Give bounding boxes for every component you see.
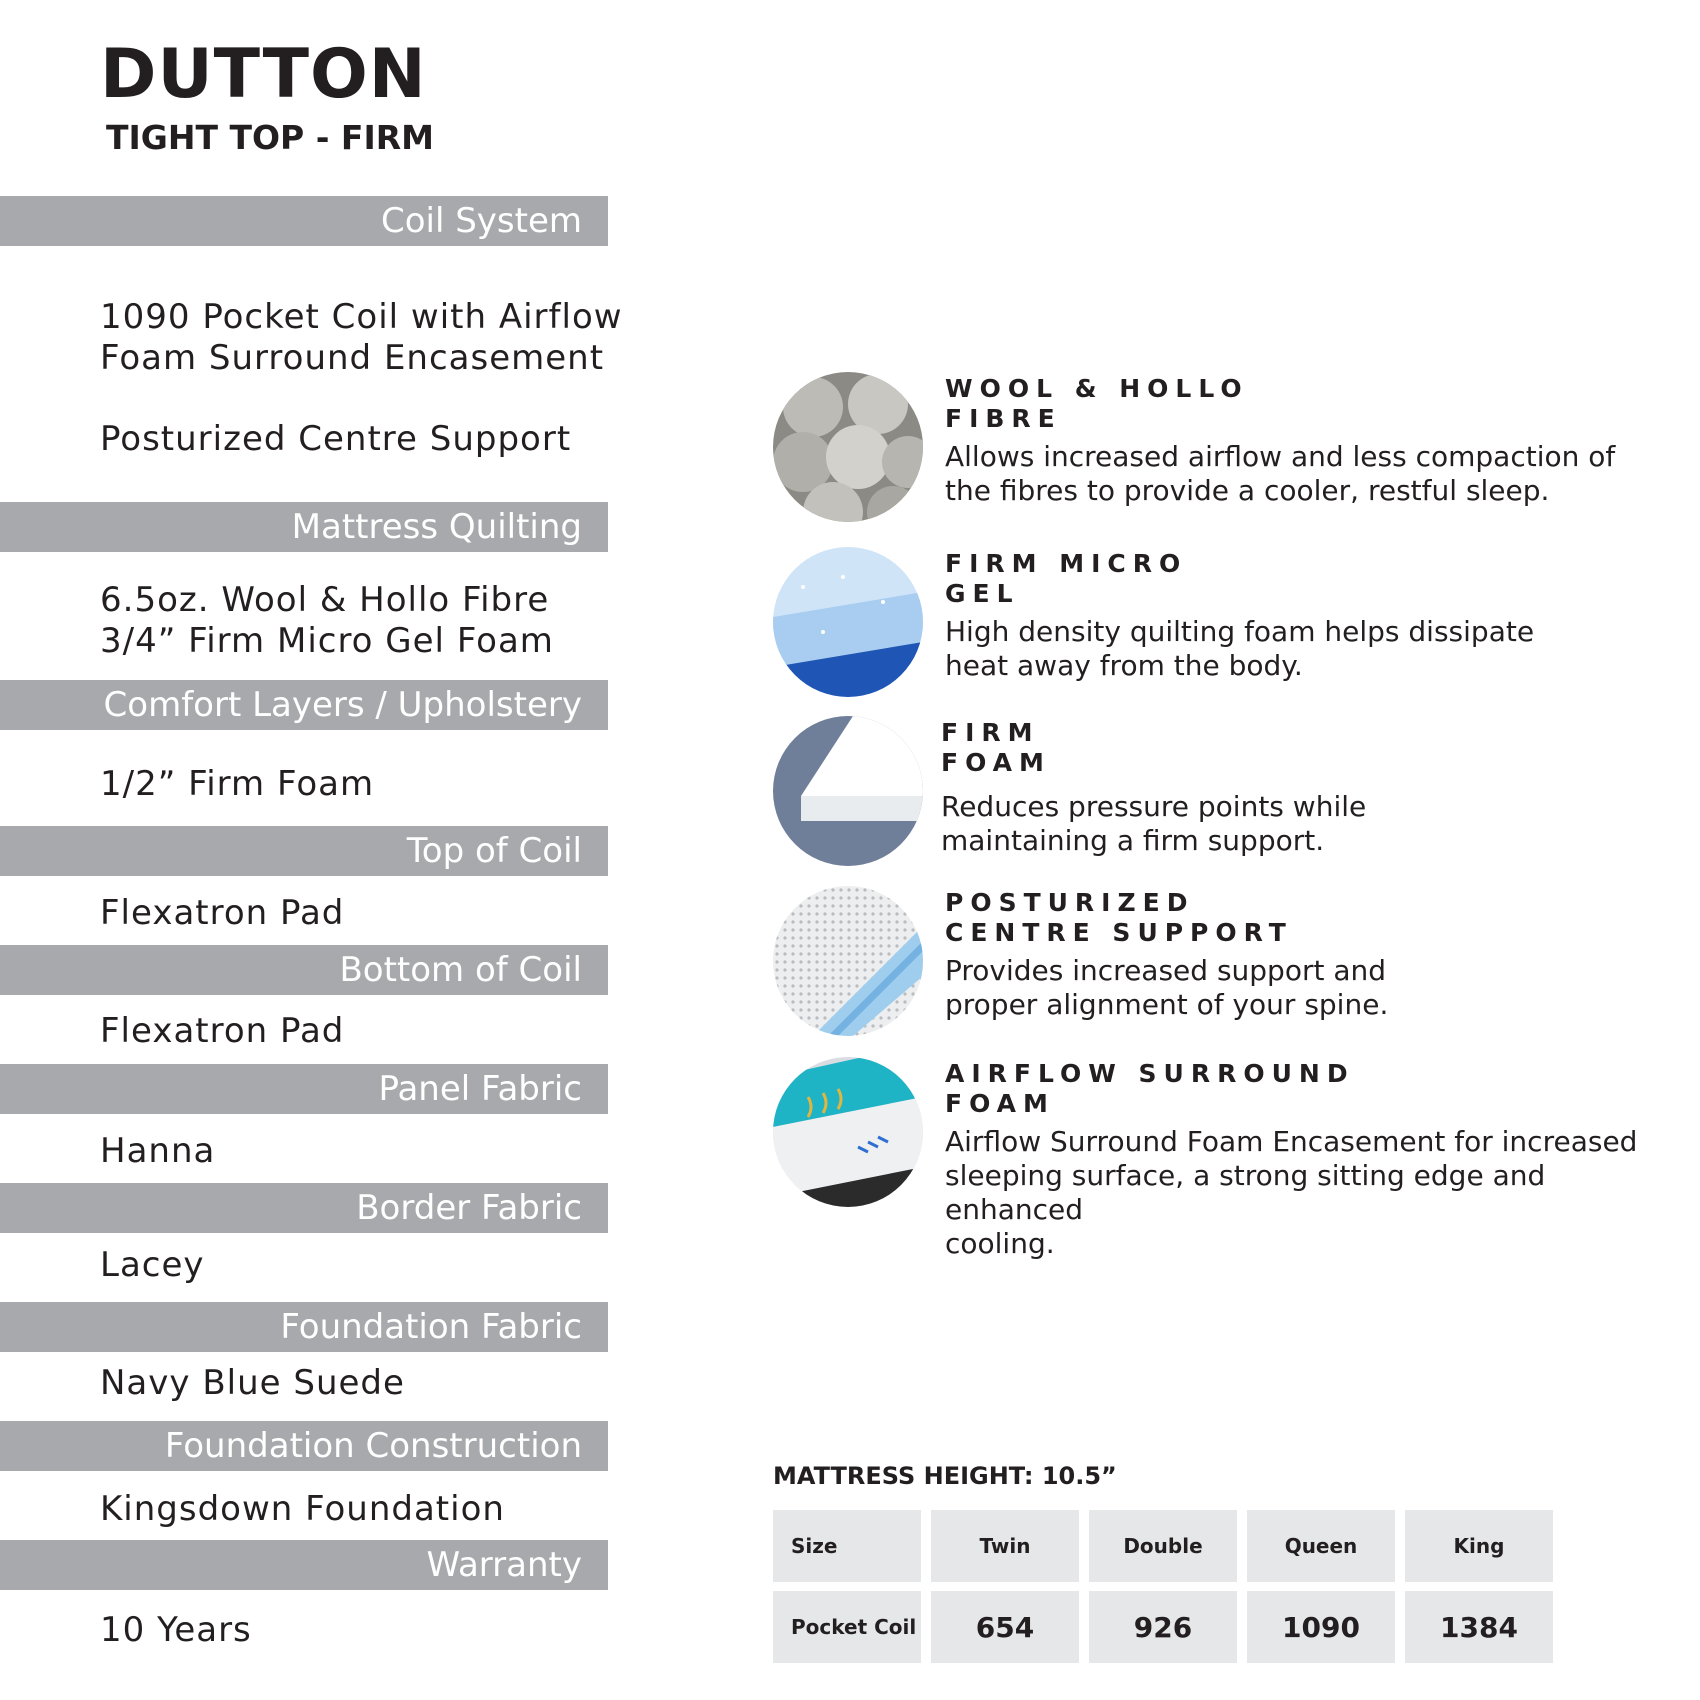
foundation-construction-header: Foundation Construction bbox=[0, 1421, 608, 1471]
warranty-header: Warranty bbox=[0, 1540, 608, 1590]
border-fabric-line-1: Lacey bbox=[100, 1245, 205, 1285]
feature-firm-micro-gel bbox=[773, 547, 1673, 697]
feature-title: FIRM FOAM bbox=[941, 718, 1051, 777]
warranty-line-1: 10 Years bbox=[100, 1610, 252, 1650]
table-header-size: Size bbox=[773, 1510, 921, 1582]
feature-description: Allows increased airflow and less compaction of the fibres to provide a cooler, restful sleep. bbox=[945, 440, 1616, 507]
panel-fabric-line-1: Hanna bbox=[100, 1131, 216, 1171]
posturized-support-icon bbox=[773, 886, 923, 1036]
foundation-fabric-header: Foundation Fabric bbox=[0, 1302, 608, 1352]
table-header-queen: Queen bbox=[1247, 1510, 1395, 1582]
mattress-quilting-header: Mattress Quilting bbox=[0, 502, 608, 552]
wool-fibre-icon bbox=[773, 372, 923, 522]
feature-description: Reduces pressure points while maintaining a firm support. bbox=[941, 790, 1367, 857]
airflow-foam-icon bbox=[773, 1057, 923, 1207]
feature-airflow-surround-foam bbox=[773, 1057, 1673, 1260]
table-cell-king: 1384 bbox=[1405, 1591, 1553, 1663]
table-cell-queen: 1090 bbox=[1247, 1591, 1395, 1663]
product-title: DUTTON bbox=[100, 35, 427, 114]
top-of-coil-header: Top of Coil bbox=[0, 826, 608, 876]
product-subtitle: TIGHT TOP - FIRM bbox=[106, 118, 434, 157]
table-header-double: Double bbox=[1089, 1510, 1237, 1582]
feature-description: Provides increased support and proper alignment of your spine. bbox=[945, 954, 1389, 1021]
top-of-coil-line-1: Flexatron Pad bbox=[100, 893, 345, 933]
table-header-twin: Twin bbox=[931, 1510, 1079, 1582]
coil-system-header: Coil System bbox=[0, 196, 608, 246]
table-row-label: Pocket Coil bbox=[773, 1591, 921, 1663]
table-header-king: King bbox=[1405, 1510, 1553, 1582]
bottom-of-coil-header: Bottom of Coil bbox=[0, 945, 608, 995]
feature-wool-hollo-fibre bbox=[773, 372, 1673, 522]
bottom-of-coil-line-1: Flexatron Pad bbox=[100, 1011, 345, 1051]
coil-system-line-2: Foam Surround Encasement bbox=[100, 338, 605, 378]
border-fabric-header: Border Fabric bbox=[0, 1183, 608, 1233]
mattress-quilting-line-1: 6.5oz. Wool & Hollo Fibre bbox=[100, 580, 550, 620]
feature-title: AIRFLOW SURROUND FOAM bbox=[945, 1059, 1355, 1118]
comfort-layers-line-1: 1/2” Firm Foam bbox=[100, 764, 375, 804]
feature-title: POSTURIZED CENTRE SUPPORT bbox=[945, 888, 1293, 947]
feature-title: FIRM MICRO GEL bbox=[945, 549, 1188, 608]
feature-firm-foam bbox=[773, 716, 1673, 866]
table-cell-double: 926 bbox=[1089, 1591, 1237, 1663]
micro-gel-icon bbox=[773, 547, 923, 697]
coil-system-line-3: Posturized Centre Support bbox=[100, 419, 572, 459]
comfort-layers-header: Comfort Layers / Upholstery bbox=[0, 680, 608, 730]
feature-description: Airflow Surround Foam Encasement for increased sleeping surface, a strong sitting edge and enhanced cooling. bbox=[945, 1125, 1638, 1260]
table-cell-twin: 654 bbox=[931, 1591, 1079, 1663]
mattress-quilting-line-2: 3/4” Firm Micro Gel Foam bbox=[100, 621, 554, 661]
coil-system-line-1: 1090 Pocket Coil with Airflow bbox=[100, 297, 623, 337]
foundation-fabric-line-1: Navy Blue Suede bbox=[100, 1363, 405, 1403]
feature-description: High density quilting foam helps dissipate heat away from the body. bbox=[945, 615, 1535, 682]
panel-fabric-header: Panel Fabric bbox=[0, 1064, 608, 1114]
feature-posturized-centre-support bbox=[773, 886, 1673, 1036]
feature-title: WOOL & HOLLO FIBRE bbox=[945, 374, 1249, 433]
mattress-height-label: MATTRESS HEIGHT: 10.5” bbox=[773, 1462, 1117, 1490]
foundation-construction-line-1: Kingsdown Foundation bbox=[100, 1489, 505, 1529]
firm-foam-icon bbox=[773, 716, 923, 866]
